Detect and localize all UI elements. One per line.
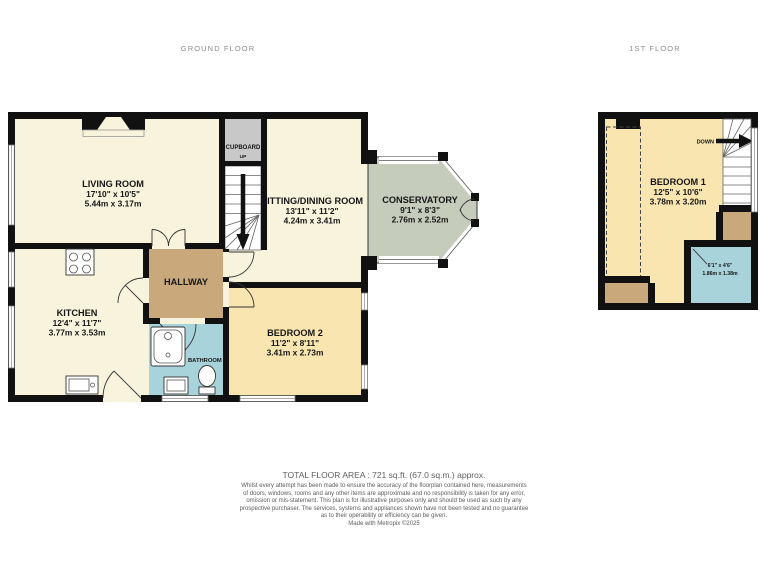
shower-metric: 1.86m x 1.38m bbox=[702, 271, 738, 277]
chimney-breast bbox=[82, 112, 145, 137]
ground-stairs bbox=[225, 166, 261, 250]
ground-floor-plan bbox=[8, 112, 479, 402]
cupboard-name: CUPBOARD bbox=[225, 145, 261, 151]
footer bbox=[0, 470, 768, 528]
bathroom-name: BATHROOM bbox=[188, 358, 222, 364]
bedroom1-imperial: 12'5" x 10'6" bbox=[653, 187, 703, 197]
toilet bbox=[199, 366, 216, 395]
kitchen-hob bbox=[66, 249, 94, 275]
conservatory-metric: 2.76m x 2.52m bbox=[391, 214, 449, 225]
bedroom2-name: BEDROOM 2 bbox=[267, 328, 323, 338]
kitchen-sink bbox=[66, 376, 98, 394]
living-room-name: LIVING ROOM bbox=[82, 179, 144, 189]
first-floor-plan bbox=[598, 112, 758, 310]
kitchen-metric: 3.77m x 3.53m bbox=[48, 327, 106, 338]
disclaimer-line: omission or mis-statement. This plan is for illustrative purposes only and should be used as such by any bbox=[246, 498, 522, 504]
eaves-area-right bbox=[723, 212, 751, 240]
down-label: DOWN bbox=[696, 139, 714, 146]
bedroom1-metric: 3.78m x 3.20m bbox=[649, 196, 707, 207]
cupboard-up-label: UP bbox=[239, 155, 247, 160]
conservatory-imperial: 9'1" x 8'3" bbox=[400, 205, 440, 215]
disclaimer-line: Whilst every attempt has been made to ensure the accuracy of the floorplan contained here, measurements bbox=[241, 483, 527, 489]
bedroom2-imperial: 11'2" x 8'11" bbox=[270, 338, 320, 348]
sitting-dining-metric: 4.24m x 3.41m bbox=[283, 215, 341, 226]
disclaimer-line: of doors, windows, rooms and any other items are approximate and no responsibility is taken for any error, bbox=[243, 490, 525, 497]
made-with-credit: Made with Metropix ©2025 bbox=[348, 520, 420, 527]
shower-imperial: 6'1" x 4'6" bbox=[707, 263, 733, 269]
bedroom2-metric: 3.41m x 2.73m bbox=[266, 347, 324, 358]
living-room-imperial: 17'10" x 10'5" bbox=[86, 189, 140, 199]
conservatory-name: CONSERVATORY bbox=[382, 195, 458, 205]
bathtub bbox=[151, 327, 185, 366]
kitchen-imperial: 12'4" x 11'7" bbox=[52, 318, 102, 328]
bathroom-sink bbox=[164, 377, 188, 394]
disclaimer-line: as to their operability or efficiency can be given. bbox=[320, 513, 448, 519]
disclaimer-line: prospective purchaser. The services, systems and appliances shown have not been tested and no guarantee bbox=[239, 505, 529, 512]
sitting-dining-imperial: 13'11" x 11'2" bbox=[285, 206, 339, 216]
sitting-dining-name: SITTING/DINING ROOM bbox=[260, 196, 364, 206]
living-room-metric: 5.44m x 3.17m bbox=[84, 198, 142, 209]
first-wall-notch bbox=[616, 112, 640, 129]
disclaimer bbox=[0, 483, 768, 528]
ground-floor-title: GROUND FLOOR bbox=[180, 44, 256, 53]
total-floor-area: TOTAL FLOOR AREA : 721 sq.ft. (67.0 sq.m.) approx. bbox=[282, 470, 486, 480]
first-window bbox=[752, 128, 758, 212]
bedroom1-name: BEDROOM 1 bbox=[650, 177, 706, 187]
conservatory-opening bbox=[361, 164, 368, 256]
first-floor-title: 1ST FLOOR bbox=[629, 44, 681, 53]
eaves-area-left bbox=[605, 283, 648, 303]
kitchen-name: KITCHEN bbox=[56, 308, 98, 318]
hallway-name: HALLWAY bbox=[163, 277, 209, 287]
